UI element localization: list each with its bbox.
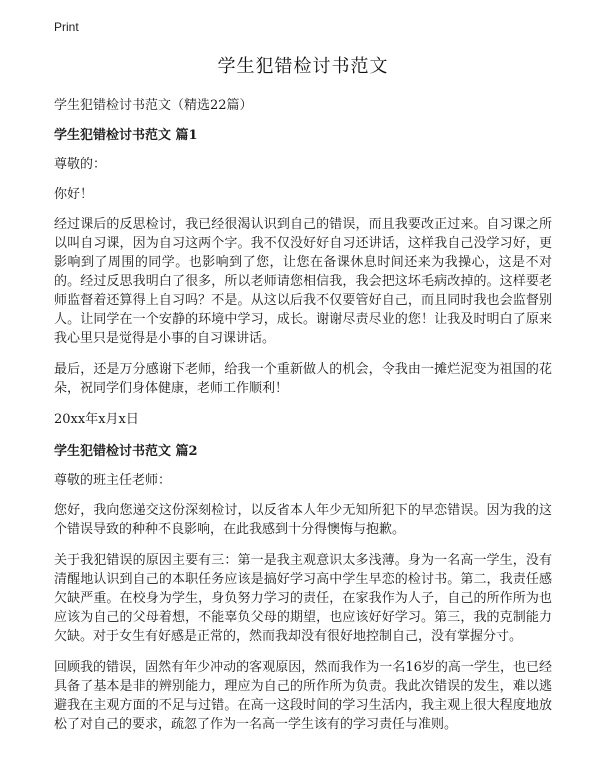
page-title: 学生犯错检讨书范文 — [217, 56, 389, 77]
print-link[interactable]: Print — [54, 20, 79, 34]
essay-section-2 — [54, 440, 552, 734]
salutation: 尊敬的班主任老师： — [54, 473, 172, 488]
greeting: 你好！ — [54, 187, 94, 202]
body-paragraph: 经过课后的反思检讨，我已经很渴认识到自己的错误，而且我要改正过来。自习课之所以叫自习课，因为自习这两个字。我不仅没好好自习还讲话，这样我自己没学习好，更影响到了周围的同学。也影响到了您，让您在备课休息时间还来为我操心，这是不对的。经过反思我明白了很多，所以老师请您相信我，我会把这坏毛病改掉的。这样要老师监督着还算得上自习吗？不是。从这以后我不仅要管好自己，而且同时我也会监督别人。让同学在一个安静的环境中学习，成长。谢谢尽责尽业的您！让我及时明白了原来我心里只是觉得是小事的自习课讲话。 — [54, 217, 552, 346]
section-heading: 学生犯错检讨书范文 篇2 — [54, 444, 198, 459]
body-paragraph: 关于我犯错误的原因主要有三：第一是我主观意识太多浅薄。身为一名高一学生，没有清醒地认识到自己的本职任务应该是搞好学习高中学生早恋的检讨书。第二，我责任感欠缺严重。在校身为学生，身负努力学习的责任，在家我作为人子，自己的所作所为也应该为自己的父母着想，不能辜负父母的期望，也应该好好学习。第三，我的克制能力欠缺。对于女生有好感是正常的，然而我却没有很好地控制自己，没有掌握分寸。 — [54, 553, 552, 644]
body-paragraph: 回顾我的错误，固然有年少冲动的客观原因，然而我作为一名16岁的高一学生，也已经具备了基本是非的辨别能力，理应为自己的所作所为负责。我此次错误的发生，难以逃避我在主观方面的不足与过错。在高一这段时间的学习生活内，我主观上很大程度地放松了对自己的要求，疏忽了作为一名高一学生该有的学习责任与准则。 — [54, 660, 552, 732]
document-subtitle: 学生犯错检讨书范文（精选22篇） — [54, 98, 253, 113]
date-line: 20xx年x月x日 — [54, 412, 139, 427]
body-paragraph: 您好，我向您递交这份深刻检讨，以反省本人年少无知所犯下的早恋错误。因为我的这个错误导致的种种不良影响，在此我感到十分得懊悔与抱歉。 — [54, 503, 552, 537]
essay-section-1 — [54, 124, 552, 429]
salutation: 尊敬的： — [54, 157, 107, 172]
document-page — [54, 52, 552, 746]
section-heading: 学生犯错检讨书范文 篇1 — [54, 128, 198, 143]
body-paragraph: 最后，还是万分感谢下老师，给我一个重新做人的机会，令我由一摊烂泥变为祖国的花朵，祝同学们身体健康，老师工作顺利！ — [54, 362, 552, 396]
